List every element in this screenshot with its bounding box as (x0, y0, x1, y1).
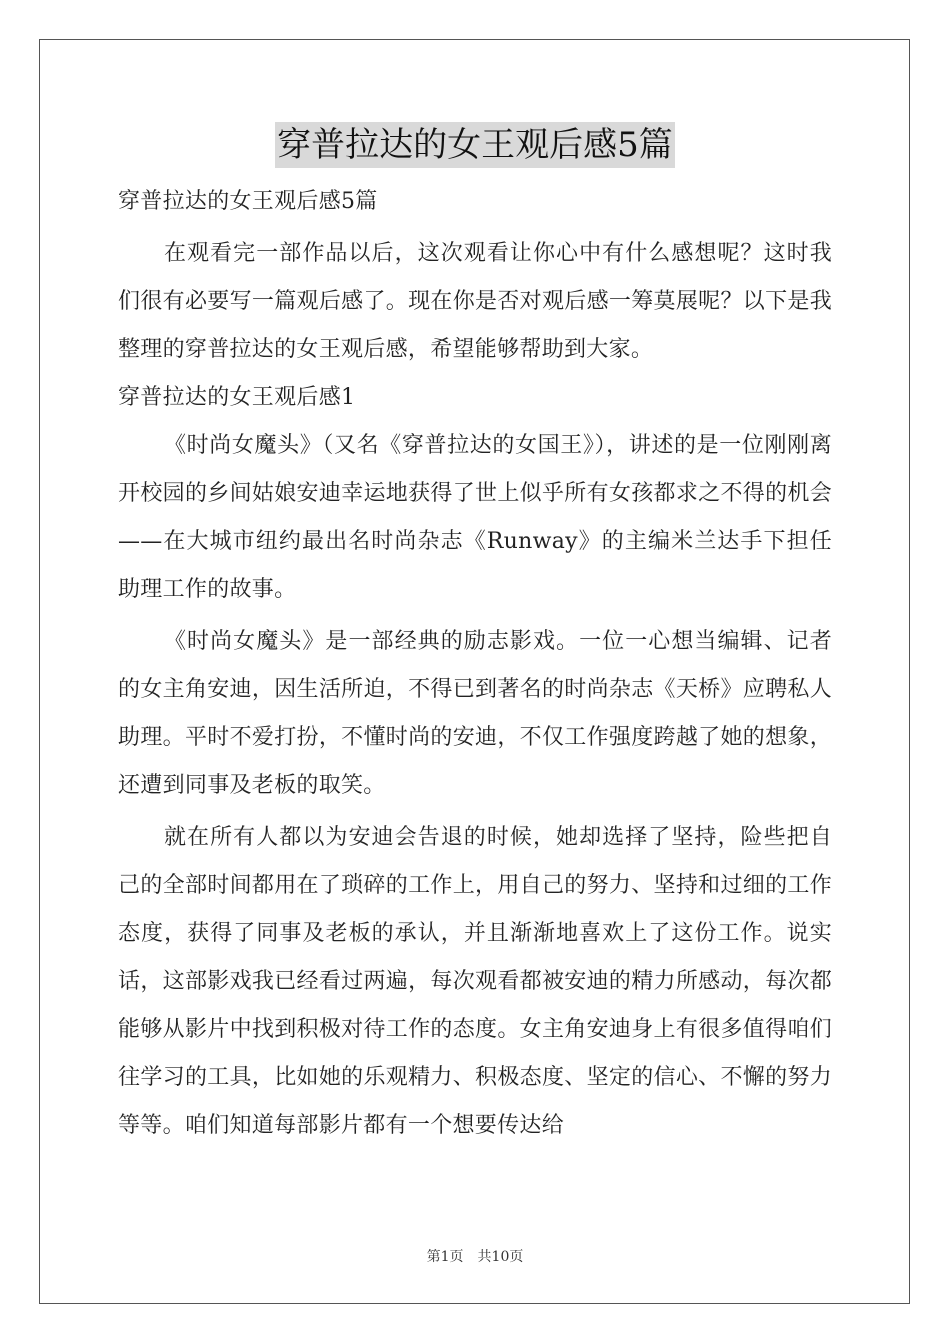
body-paragraph-3: 就在所有人都以为安迪会告退的时候，她却选择了坚持，险些把自己的全部时间都用在了琐碎的工作上，用自己的努力、坚持和过细的工作态度，获得了同事及老板的承认，并且渐渐地喜欢上了这份工作。说实话，这部影戏我已经看过两遍，每次观看都被安迪的精力所感动，每次都能够从影片中找到积极对待工作的态度。女主角安迪身上有很多值得咱们往学习的工具，比如她的乐观精力、积极态度、坚定的信心、不懈的努力等等。咱们知道每部影片都有一个想要传达给 (118, 825, 832, 1138)
document-subtitle: 穿普拉达的女王观后感5篇 (118, 189, 378, 214)
body-paragraph-2: 《时尚女魔头》是一部经典的励志影戏。一位一心想当编辑、记者的女主角安迪，因生活所迫，不得已到著名的时尚杂志《天桥》应聘私人助理。平时不爱打扮，不懂时尚的安迪，不仅工作强度跨越了她的想象，还遭到同事及老板的取笑。 (118, 629, 832, 798)
section-heading: 穿普拉达的女王观后感1 (118, 385, 356, 410)
intro-paragraph: 在观看完一部作品以后，这次观看让你心中有什么感想呢？这时我们很有必要写一篇观后感了。现在你是否对观后感一筹莫展呢？以下是我整理的穿普拉达的女王观后感，希望能够帮助到大家。 (118, 241, 832, 362)
page-number: 第1页 (426, 1249, 464, 1265)
body-paragraph-1: 《时尚女魔头》（又名《穿普拉达的女国王》），讲述的是一位刚刚离开校园的乡间姑娘安迪幸运地获得了世上似乎所有女孩都求之不得的机会——在大城市纽约最出名时尚杂志《Runway》的主编米兰达手下担任助理工作的故事。 (118, 433, 832, 602)
title-wrap (0, 122, 950, 168)
document-body (118, 178, 832, 1150)
page-footer (0, 1246, 950, 1266)
document-title: 穿普拉达的女王观后感5篇 (275, 122, 675, 168)
page-total: 共10页 (477, 1249, 524, 1265)
